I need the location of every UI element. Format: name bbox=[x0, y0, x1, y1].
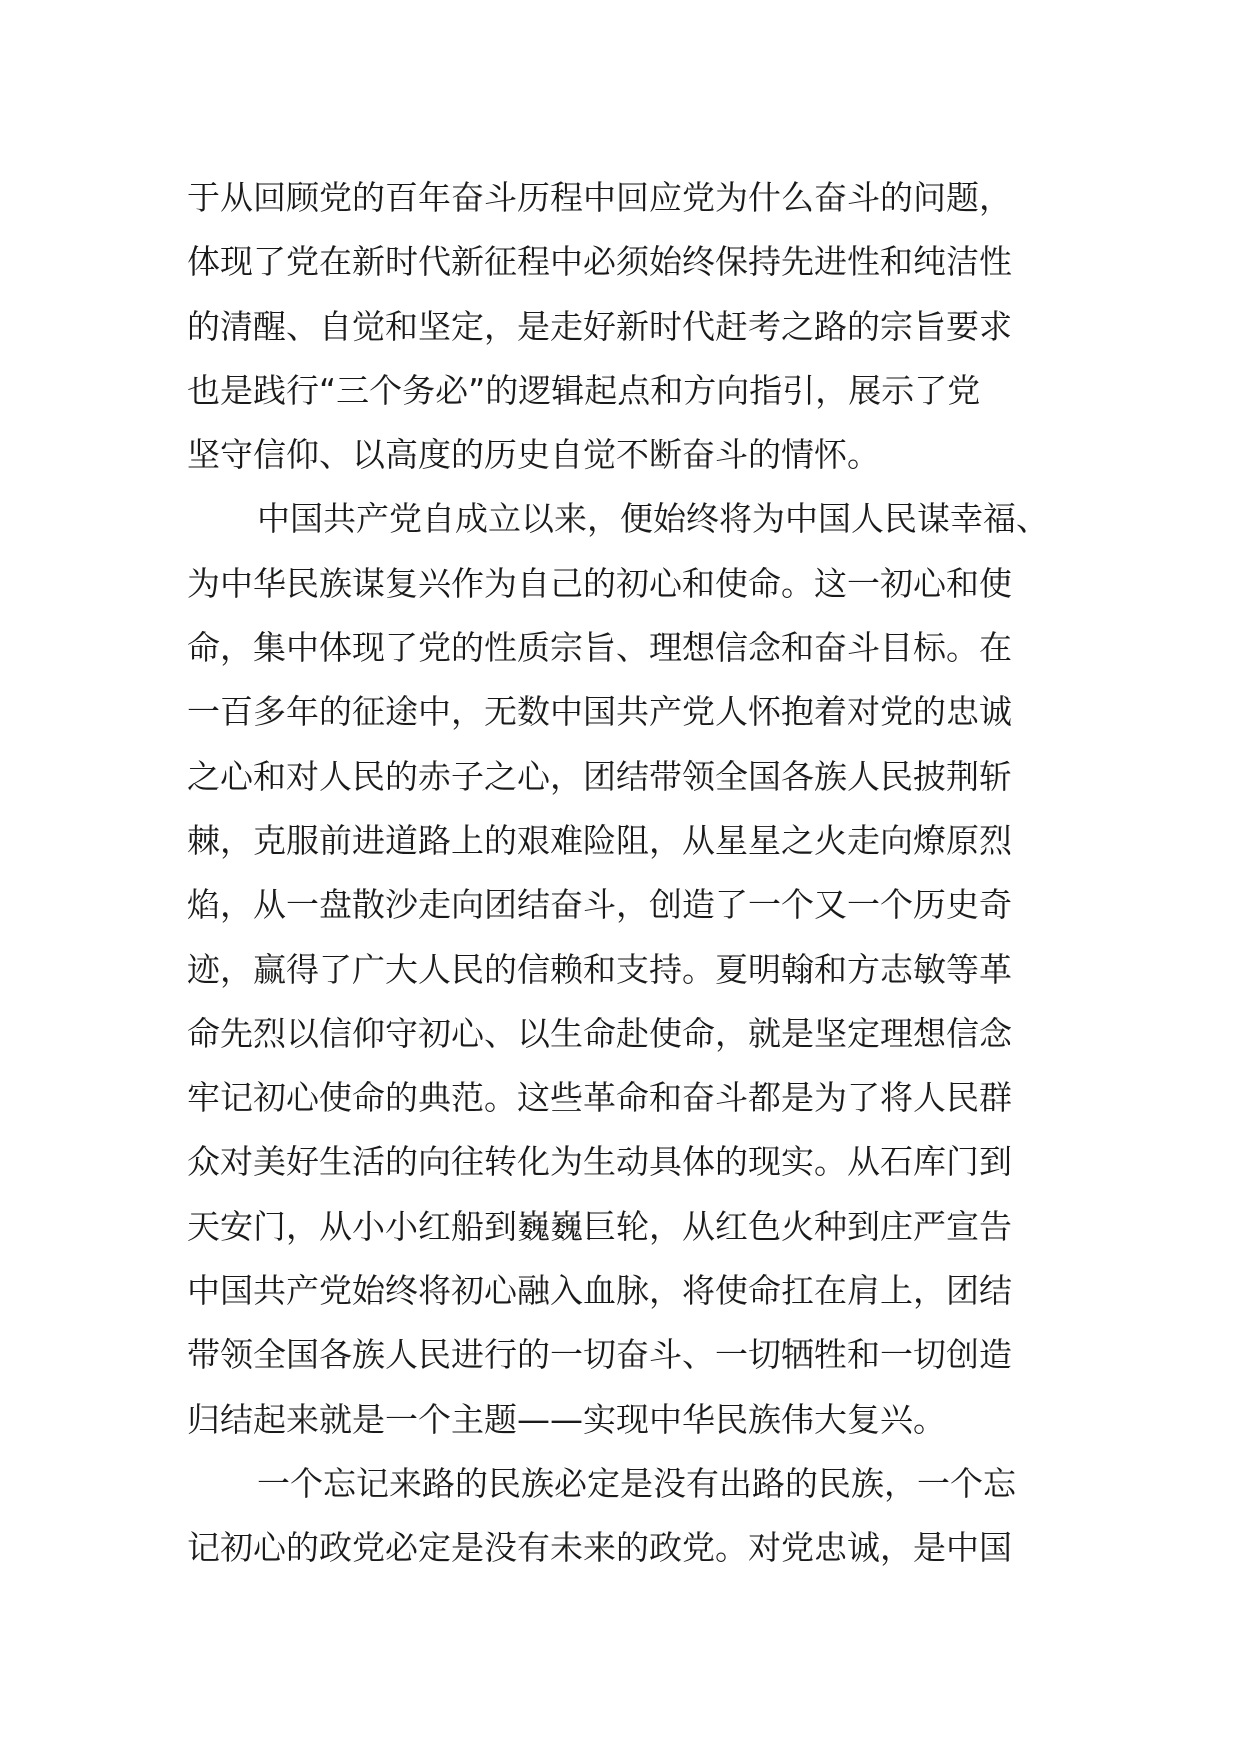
text-line: 命先烈以信仰守初心、以生命赴使命，就是坚定理想信念 bbox=[187, 1013, 1012, 1053]
text-line: 坚守信仰、以高度的历史自觉不断奋斗的情怀。 bbox=[187, 435, 880, 475]
text-line: 天安门，从小小红船到巍巍巨轮，从红色火种到庄严宣告 bbox=[187, 1206, 1012, 1246]
paragraph-start-line: 中国共产党自成立以来，便始终将为中国人民谋幸福、 bbox=[257, 499, 1049, 539]
text-line: 众对美好生活的向往转化为生动具体的现实。从石库门到 bbox=[187, 1142, 1012, 1182]
text-line: 的清醒、自觉和坚定，是走好新时代赶考之路的宗旨要求 bbox=[187, 306, 1012, 346]
text-line: 中国共产党始终将初心融入血脉，将使命扛在肩上，团结 bbox=[187, 1271, 1012, 1311]
text-line: 为中华民族谋复兴作为自己的初心和使命。这一初心和使 bbox=[187, 563, 1012, 603]
body-text bbox=[187, 166, 1067, 1581]
paragraph-start-line: 一个忘记来路的民族必定是没有出路的民族，一个忘 bbox=[257, 1463, 1016, 1503]
text-line: 于从回顾党的百年奋斗历程中回应党为什么奋斗的问题， bbox=[187, 178, 1012, 217]
text-line: 之心和对人民的赤子之心，团结带领全国各族人民披荆斩 bbox=[187, 756, 1012, 796]
text-line: 命，集中体现了党的性质宗旨、理想信念和奋斗目标。在 bbox=[187, 628, 1012, 668]
text-line: 焰，从一盘散沙走向团结奋斗，创造了一个又一个历史奇 bbox=[187, 885, 1012, 925]
text-line: 迹，赢得了广大人民的信赖和支持。夏明翰和方志敏等革 bbox=[187, 949, 1012, 989]
text-line: 带领全国各族人民进行的一切奋斗、一切牺牲和一切创造 bbox=[187, 1335, 1012, 1375]
text-line: 牢记初心使命的典范。这些革命和奋斗都是为了将人民群 bbox=[187, 1078, 1012, 1118]
text-line: 棘，克服前进道路上的艰难险阻，从星星之火走向燎原烈 bbox=[187, 820, 1012, 860]
text-line: 体现了党在新时代新征程中必须始终保持先进性和纯洁性 bbox=[187, 242, 1012, 282]
text-line: 也是践行“三个务必”的逻辑起点和方向指引，展示了党 bbox=[187, 370, 981, 410]
text-line: 归结起来就是一个主题——实现中华民族伟大复兴。 bbox=[187, 1399, 946, 1439]
text-line: 记初心的政党必定是没有未来的政党。对党忠诚，是中国 bbox=[187, 1528, 1012, 1568]
text-line: 一百多年的征途中，无数中国共产党人怀抱着对党的忠诚 bbox=[187, 692, 1012, 732]
